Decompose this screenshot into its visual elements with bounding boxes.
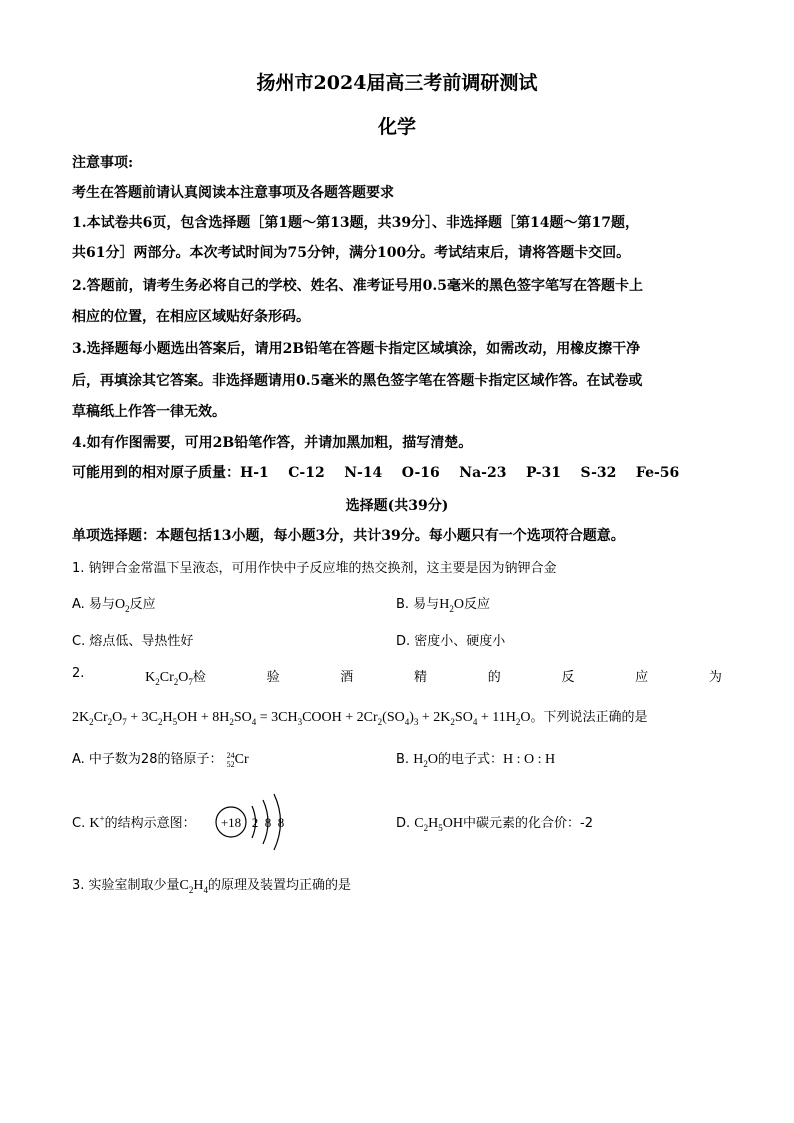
q2-number: 2. (72, 666, 85, 681)
q2-option-a (72, 748, 249, 769)
notice-item3-line1: 3.选择题每小题选出答案后，请用2B铅笔在答题卡指定区域填涂，如需改动，用橡皮擦干净 (72, 341, 641, 357)
ethylene-formula: $C_2H_4$ (179, 878, 209, 895)
shell-1-electrons: 2 (251, 815, 259, 830)
exam-title: 扬州市2024届高三考前调研测试 (256, 72, 538, 94)
k2cr2o7-formula: $K_2Cr_2O_7$ (145, 670, 193, 687)
k-ion: K+ (89, 813, 105, 831)
q1-option-a (72, 593, 156, 614)
q2-option-b-label: B. (396, 752, 410, 767)
q1-option-b-prefix: B. 易与 (396, 597, 440, 612)
q2-word-8: 为 (708, 670, 722, 685)
q1-option-d: D. 密度小、硬度小 (396, 634, 506, 649)
q2-option-b-mid: 的电子式： (437, 752, 503, 767)
notice-item3-line2: 后，再填涂其它答案。非选择题请用0.5毫米的黑色签字笔在答题卡指定区域作答。在试卷或 (72, 373, 643, 389)
nucleus-charge: +18 (220, 815, 242, 830)
notice-item1-line1: 1.本试卷共6页，包含选择题［第1题～第13题，共39分］、非选择题［第14题～第17题， (72, 215, 640, 231)
q2-word-1: $K_2Cr_2O_7$检 (145, 670, 206, 687)
notice-item3-line3: 草稿纸上作答一律无效。 (72, 404, 226, 420)
q2-word-6: 反 (561, 670, 575, 685)
q2-word-2: 验 (266, 670, 280, 685)
q2-word-4: 精 (414, 670, 428, 685)
q2-option-d (396, 812, 593, 833)
subject-title: 化学 (377, 116, 416, 138)
notice-item4: 4.如有作图需要，可用2B铅笔作答，并请加黑加粗，描写清楚。 (72, 435, 473, 451)
k-ion-structure-diagram (212, 788, 302, 856)
q2-word-5: 的 (487, 670, 501, 685)
reaction-equation: $2K_2Cr_2O_7 + 3C_2H_5OH + 8H_2SO_4$ = $3CH_3COOH + 2Cr_2(SO_4)_3 + 2K_2SO_4 + 11H_2O$ (72, 710, 531, 727)
electron-formula: H : O : H (502, 752, 556, 767)
notice-item2-line2: 相应的位置，在相应区域贴好条形码。 (72, 309, 310, 325)
q2-equation-line (72, 706, 647, 727)
notice-intro: 考生在答题前请认真阅读本注意事项及各题答题要求 (72, 185, 394, 201)
q1-option-b (396, 593, 490, 614)
h2o-formula: $H_2O$ (439, 597, 464, 614)
q2-stem-tail: 。下列说法正确的是 (530, 710, 648, 725)
q3-prefix: 3. 实验室制取少量 (72, 878, 180, 893)
q2-option-c-label: C. (72, 816, 86, 831)
notice-heading: 注意事项: (72, 155, 134, 171)
q2-option-d-mid: 中碳元素的化合价：-2 (463, 816, 593, 831)
o2-formula: $O_2$ (114, 597, 130, 614)
q2-word-7: 应 (635, 670, 649, 685)
q1-option-b-suffix: 反应 (463, 597, 490, 612)
q1-option-a-prefix: A. 易与 (72, 597, 115, 612)
q3-suffix: 的原理及装置均正确的是 (208, 878, 352, 893)
shell-2-electrons: 8 (264, 815, 272, 830)
cr-nuclide: 24 52 Cr (226, 750, 249, 769)
shell-3-electrons: 8 (277, 815, 285, 830)
q2-option-a-text: A. 中子数为28的铬原子： (72, 752, 223, 767)
ethanol-formula: $C_2H_5OH$ (414, 816, 463, 833)
section-title: 选择题(共39分) (345, 498, 449, 514)
section-instruction: 单项选择题：本题包括13小题，每小题3分，共计39分。每小题只有一个选项符合题意。 (72, 528, 625, 544)
atomic-masses: 可能用到的相对原子质量：H-1 C-12 N-14 O-16 Na-23 P-31 S-32 Fe-56 (72, 465, 680, 481)
q1-option-a-suffix: 反应 (129, 597, 156, 612)
q2-option-c (72, 812, 196, 832)
q2-stem-line1 (72, 666, 722, 687)
q1-option-c: C. 熔点低、导热性好 (72, 634, 194, 649)
q3-stem (72, 874, 351, 895)
q2-option-d-label: D. (396, 816, 411, 831)
q2-option-c-mid: 的结构示意图： (104, 816, 196, 831)
q2-option-b (396, 748, 555, 769)
q2-word-3: 酒 (340, 670, 354, 685)
q1-stem: 1. 钠钾合金常温下呈液态，可用作快中子反应堆的热交换剂，这主要是因为钠钾合金 (72, 561, 557, 576)
notice-item1-line2: 共61分］两部分。本次考试时间为75分钟，满分100分。考试结束后，请将答题卡交回。 (72, 245, 631, 261)
notice-item2-line1: 2.答题前，请考生务必将自己的学校、姓名、准考证号用0.5毫米的黑色签字笔写在答题卡上 (72, 278, 643, 294)
h2o-formula-b: $H_2O$ (413, 752, 438, 769)
